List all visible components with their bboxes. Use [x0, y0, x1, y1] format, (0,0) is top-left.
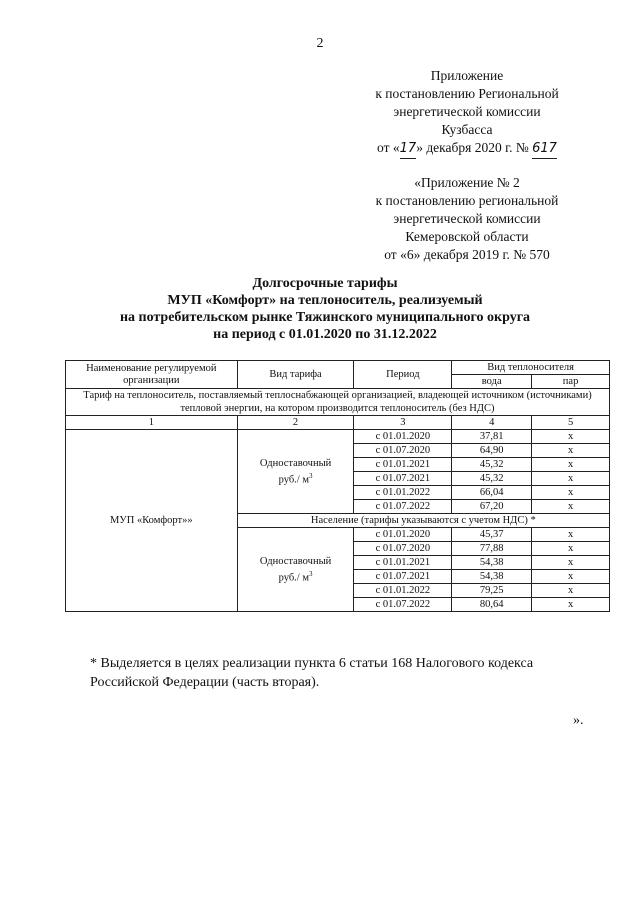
header-steam: пар [532, 375, 610, 389]
steam-value: х [532, 542, 610, 556]
period-cell: с 01.07.2021 [354, 472, 452, 486]
tariff-table [65, 360, 610, 612]
appendix-line: Приложение [430, 68, 504, 83]
tariff-type-cell: Одноставочный руб./ $м^3$ [237, 430, 354, 514]
col-number: 1 [66, 416, 238, 430]
appendix-line: Кузбасса [441, 122, 493, 137]
period-cell: с 01.07.2020 [354, 444, 452, 458]
water-value: 66,04 [452, 486, 532, 500]
closing-quote: ». [573, 713, 584, 728]
period-cell: с 01.01.2020 [354, 430, 452, 444]
appendix-line: к постановлению Региональной [375, 86, 559, 101]
header-water: вода [452, 375, 532, 389]
water-value: 80,64 [452, 598, 532, 612]
col-number: 5 [532, 416, 610, 430]
appendix-previous [352, 174, 582, 264]
water-value: 45,32 [452, 458, 532, 472]
steam-value: х [532, 598, 610, 612]
col-number: 4 [452, 416, 532, 430]
period-cell: с 01.01.2021 [354, 458, 452, 472]
steam-value: х [532, 458, 610, 472]
period-cell: с 01.07.2021 [354, 570, 452, 584]
col-number: 2 [237, 416, 354, 430]
steam-value: х [532, 570, 610, 584]
appendix-line: Кемеровской области [405, 229, 529, 244]
steam-value: х [532, 528, 610, 542]
period-cell: с 01.01.2022 [354, 486, 452, 500]
water-value: 54,38 [452, 556, 532, 570]
handwritten-number: 617 [532, 140, 557, 159]
header-organization: Наименование регулируемой организации [66, 361, 238, 389]
steam-value: х [532, 444, 610, 458]
appendix-line: энергетической комиссии [393, 104, 541, 119]
steam-value: х [532, 430, 610, 444]
header-carrier: Вид теплоносителя [452, 361, 610, 375]
page-number: 2 [316, 36, 324, 51]
period-cell: с 01.01.2020 [354, 528, 452, 542]
steam-value: х [532, 584, 610, 598]
water-value: 64,90 [452, 444, 532, 458]
table-note: Тариф на теплоноситель, поставляемый теплоснабжающей организацией, владеющей источником (источниками) тепловой энергии, на котором производится теплоноситель (без НДС) [66, 389, 610, 416]
period-cell: с 01.07.2022 [354, 500, 452, 514]
appendix-line: «Приложение № 2 [414, 175, 520, 190]
population-label: Население (тарифы указываются с учетом НДС) * [237, 514, 609, 528]
organization-name: МУП «Комфорт»» [66, 430, 238, 612]
header-period: Период [354, 361, 452, 389]
tariff-type-cell: Одноставочный руб./ $м^3$ [237, 528, 354, 612]
water-value: 77,88 [452, 542, 532, 556]
period-cell: с 01.07.2022 [354, 598, 452, 612]
appendix-current [352, 67, 582, 159]
document-title: Долгосрочные тарифы МУП «Комфорт» на теплоноситель, реализуемый на потребительском рынке Тяжинского муниципального округа на период с 01.01.2020 по 31.12.2022 [119, 276, 531, 342]
steam-value: х [532, 556, 610, 570]
water-value: 79,25 [452, 584, 532, 598]
water-value: 37,81 [452, 430, 532, 444]
appendix-line: к постановлению региональной [375, 193, 559, 208]
appendix-line: энергетической комиссии [393, 211, 541, 226]
steam-value: х [532, 486, 610, 500]
water-value: 67,20 [452, 500, 532, 514]
col-number: 3 [354, 416, 452, 430]
water-value: 54,38 [452, 570, 532, 584]
steam-value: х [532, 472, 610, 486]
period-cell: с 01.07.2020 [354, 542, 452, 556]
period-cell: с 01.01.2022 [354, 584, 452, 598]
header-tariff-type: Вид тарифа [237, 361, 354, 389]
appendix-date: от «17» декабря 2020 г. № 617 [352, 139, 582, 159]
water-value: 45,37 [452, 528, 532, 542]
period-cell: с 01.01.2021 [354, 556, 452, 570]
appendix-line: от «6» декабря 2019 г. № 570 [384, 247, 550, 262]
water-value: 45,32 [452, 472, 532, 486]
steam-value: х [532, 500, 610, 514]
footnote: * Выделяется в целях реализации пункта 6 статьи 168 Налогового кодекса Российской Федерации (часть вторая). [90, 656, 534, 690]
handwritten-day: 17 [400, 140, 417, 159]
